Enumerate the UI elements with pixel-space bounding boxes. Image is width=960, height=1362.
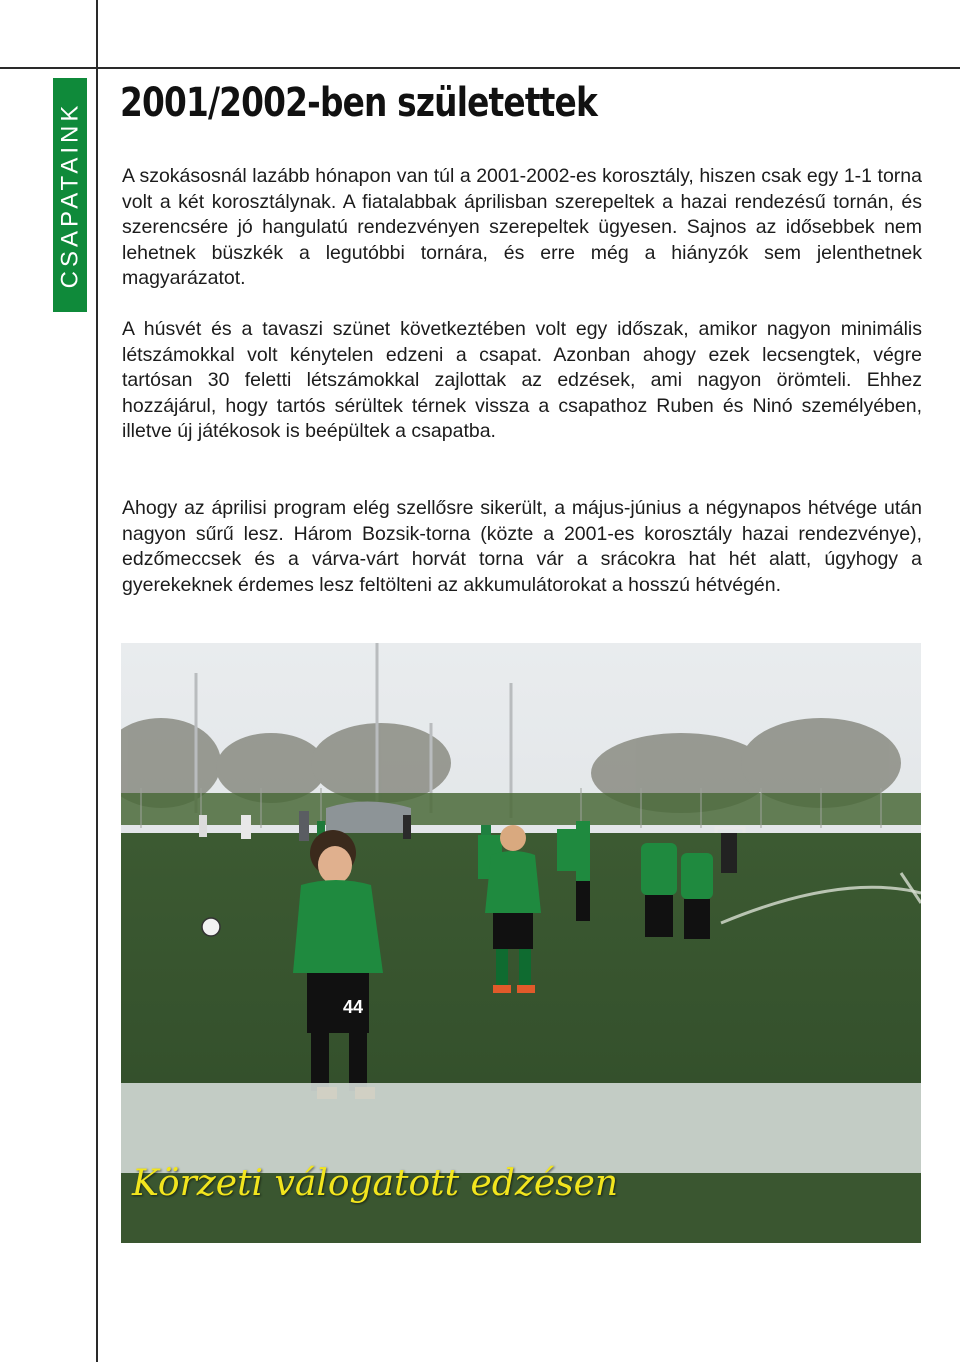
team-photo-illustration bbox=[121, 643, 921, 1243]
section-tab bbox=[53, 78, 87, 312]
football bbox=[202, 918, 220, 936]
article-title: 2001/2002-ben születettek bbox=[120, 80, 597, 126]
paragraph-3: Ahogy az áprilisi program elég szellősre sikerült, a május-június a négynapos hétvége után nagyon sűrű lesz. Három Bozsik-torna (közte a 2001-es korosztály hazai rendezvénye), edzőmeccsek és a várva-várt horvát torna vár a srácokra hat hét alatt, úgyhogy a gyerekeknek érdemes lesz feltölteni az akkumulátorokat a hosszú hétvégén. bbox=[122, 497, 922, 596]
horizontal-rule bbox=[0, 67, 960, 69]
team-photo bbox=[121, 643, 921, 1243]
vertical-rule bbox=[96, 0, 98, 1362]
section-tab-label: CSAPATAINK bbox=[56, 101, 84, 289]
paragraph-2: A húsvét és a tavaszi szünet következtében volt egy időszak, amikor nagyon minimális létszámokkal volt kénytelen edzeni a csapat. Azonban ahogy ezek lecsengtek, végre tartósan 30 feletti létszámokkal zajlottak az edzések, ami nagyon örömteli. Ehhez hozzájárul, hogy tartós sérültek térnek vissza a csapathoz Ruben és Ninó személyében, illetve új játékosok is beépültek a csapatba. bbox=[122, 318, 922, 442]
dugout bbox=[326, 802, 411, 834]
paragraph-1: A szokásosnál lazább hónapon van túl a 2001-2002-es korosztály, hiszen csak egy 1-1 torna volt a két korosztálynak. A fiatalabbak áprilisban szerepeltek a hazai rendezésű tornán, és szerencsére jó hangulatú rendezvényen szerepeltek ügyesen. Sajnos az idősebbek nem lehetnek büszkék a legutóbbi tornára, és erre még a hiányzók sem jelenthetnek magyarázatot. bbox=[122, 165, 922, 289]
photo-caption: Körzeti válogatott edzésen bbox=[132, 1163, 619, 1204]
jersey-number: 44 bbox=[343, 997, 364, 1017]
